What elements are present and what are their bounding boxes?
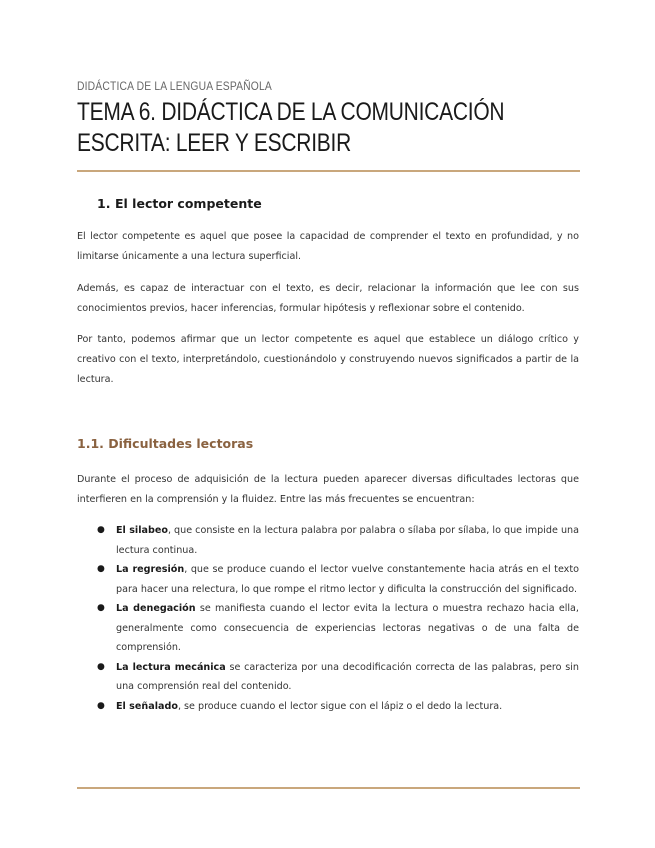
top-divider: [77, 170, 580, 172]
paragraph-1: El lector competente es aquel que posee la capacidad de comprender el texto en profundidad, y no limitarse únicamente a una lectura superficial.: [77, 231, 579, 262]
section-heading-text: El lector competente: [115, 196, 262, 211]
subject-header: DIDÁCTICA DE LA LENGUA ESPAÑOLA: [77, 79, 272, 93]
paragraph-3: Por tanto, podemos afirmar que un lector competente es aquel que establece un diálogo crítico y creativo con el texto, interpretándolo, cuestionándolo y construyendo nuevos significados a partir de la lectura.: [77, 334, 579, 385]
list-item-text: , que consiste en la lectura palabra por palabra o sílaba por sílaba, lo que impide una lectura continua.: [116, 525, 579, 556]
list-item-term: El señalado: [116, 700, 178, 712]
paragraph-2: Además, es capaz de interactuar con el texto, es decir, relacionar la información que lee con sus conocimientos previos, hacer inferencias, formular hipótesis y reflexionar sobre el contenido.: [77, 283, 579, 314]
list-item: [77, 658, 579, 697]
subsection-heading: 1.1. Dificultades lectoras: [77, 436, 254, 451]
list-item-term: La regresión: [116, 564, 185, 575]
bottom-divider: [77, 787, 580, 789]
list-item-text: se caracteriza por una decodificación correcta de las palabras, pero sin una comprensión real del contenido.: [116, 661, 579, 692]
section-heading: [97, 196, 262, 211]
list-item-term: El silabeo: [116, 525, 168, 536]
list-item-term: La denegación: [116, 603, 196, 614]
bullet-icon: ●: [97, 525, 105, 535]
page-title: TEMA 6. DIDÁCTICA DE LA COMUNICACIÓN ESCRITA: LEER Y ESCRIBIR: [77, 98, 505, 157]
list-item-text: , que se produce cuando el lector vuelve constantemente hacia atrás en el texto para hacer una relectura, lo que rompe el ritmo lector y dificulta la construcción del significado.: [116, 564, 579, 595]
list-item: [77, 521, 579, 560]
bullet-icon: ●: [97, 564, 105, 574]
difficulties-list: [77, 521, 579, 716]
subsection-intro: Durante el proceso de adquisición de la lectura pueden aparecer diversas dificultades lectoras que interfieren en la comprensión y la fluidez. Entre las más frecuentes se encuentran:: [77, 474, 579, 505]
list-item-term: La lectura mecánica: [116, 661, 226, 673]
bullet-icon: ●: [97, 700, 105, 711]
bullet-icon: ●: [97, 603, 105, 613]
list-item: [77, 560, 579, 599]
list-item-text: , se produce cuando el lector sigue con el lápiz o el dedo la lectura.: [177, 700, 503, 712]
section-number: 1.: [97, 196, 111, 211]
list-item: [77, 599, 579, 658]
bullet-icon: ●: [97, 661, 105, 672]
list-item: [77, 697, 579, 717]
list-item-text: se manifiesta cuando el lector evita la lectura o muestra rechazo hacia ella, generalmente como consecuencia de experiencias lectoras negativas o de una falta de comprensión.: [116, 603, 579, 653]
